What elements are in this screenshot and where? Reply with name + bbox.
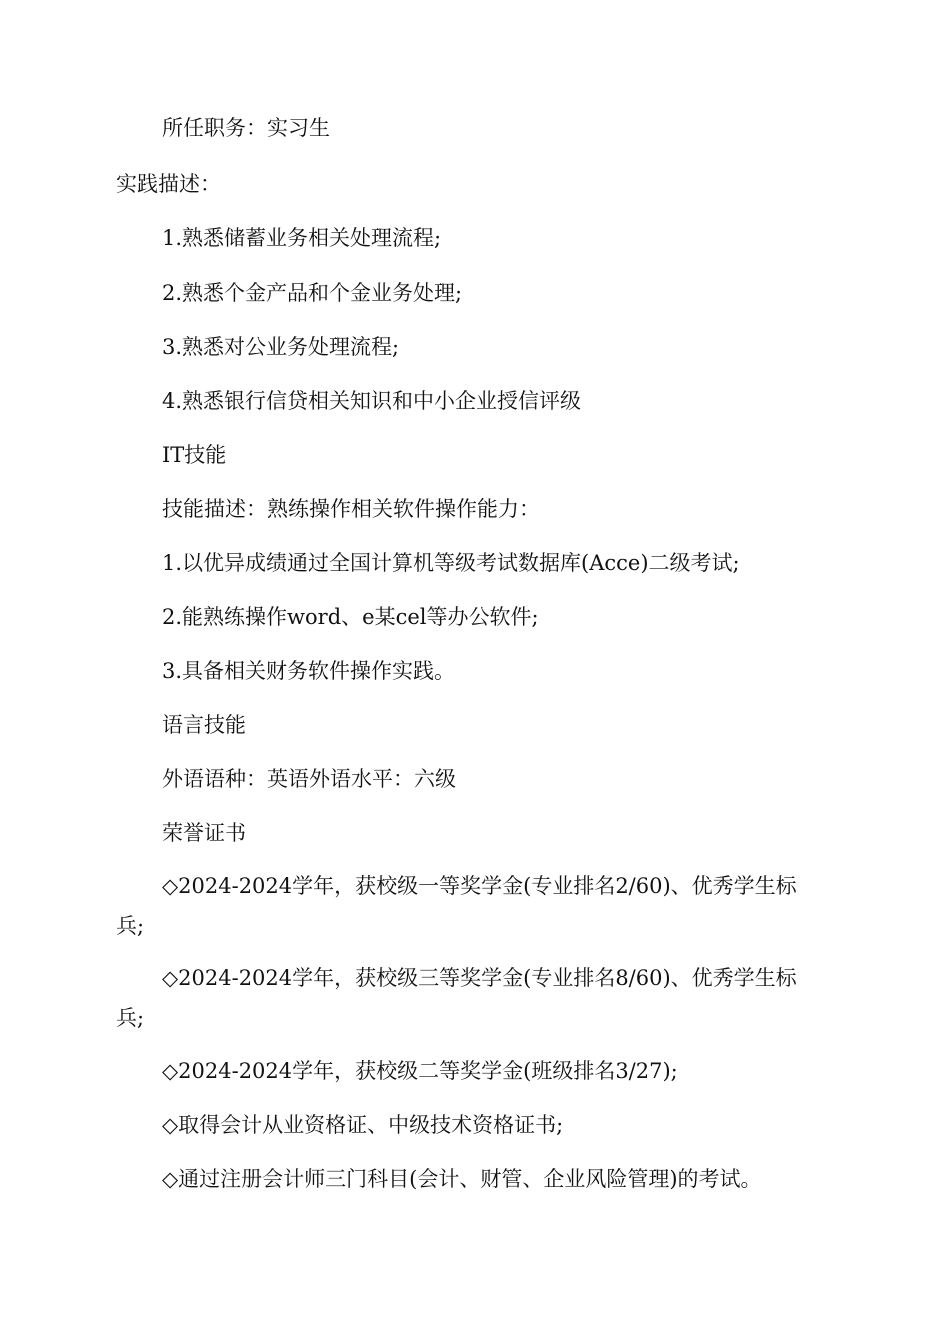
practice-item-4: 4.熟悉银行信贷相关知识和中小企业授信评级	[162, 389, 582, 413]
practice-item-3: 3.熟悉对公业务处理流程;	[162, 335, 400, 359]
position-line: 所任职务：实习生	[162, 116, 330, 140]
practice-heading: 实践描述：	[116, 172, 221, 196]
language-level: 外语语种：英语外语水平：六级	[162, 767, 456, 791]
language-skills-heading: 语言技能	[162, 713, 246, 737]
honor-item-1-continuation: 兵;	[116, 914, 145, 938]
honor-item-4	[116, 1105, 836, 1145]
skills-description: 技能描述：熟练操作相关软件操作能力：	[162, 497, 540, 521]
honors-heading: 荣誉证书	[162, 821, 246, 845]
honor-item-2-line: ◇2024-2024学年，获校级三等奖学金(专业排名8/60)、优秀学生标	[162, 966, 797, 990]
honor-item-2	[116, 958, 836, 1038]
honor-item-5	[116, 1159, 836, 1199]
skill-item-3: 3.具备相关财务软件操作实践。	[162, 659, 456, 683]
honor-item-1	[116, 866, 836, 946]
honor-item-3	[116, 1051, 836, 1091]
practice-item-2: 2.熟悉个金产品和个金业务处理;	[162, 281, 463, 305]
honor-item-4-line: ◇取得会计从业资格证、中级技术资格证书;	[162, 1113, 564, 1137]
skill-item-1: 1.以优异成绩通过全国计算机等级考试数据库(Acce)二级考试;	[162, 551, 740, 575]
honor-item-5-line: ◇通过注册会计师三门科目(会计、财管、企业风险管理)的考试。	[162, 1167, 762, 1191]
honor-item-1-line: ◇2024-2024学年，获校级一等奖学金(专业排名2/60)、优秀学生标	[162, 874, 797, 898]
honor-item-3-line: ◇2024-2024学年，获校级二等奖学金(班级排名3/27);	[162, 1059, 678, 1083]
it-skills-heading: IT技能	[162, 443, 227, 467]
practice-item-1: 1.熟悉储蓄业务相关处理流程;	[162, 226, 442, 250]
skill-item-2: 2.能熟练操作word、e某cel等办公软件;	[162, 605, 539, 629]
honor-item-2-continuation: 兵;	[116, 1006, 145, 1030]
